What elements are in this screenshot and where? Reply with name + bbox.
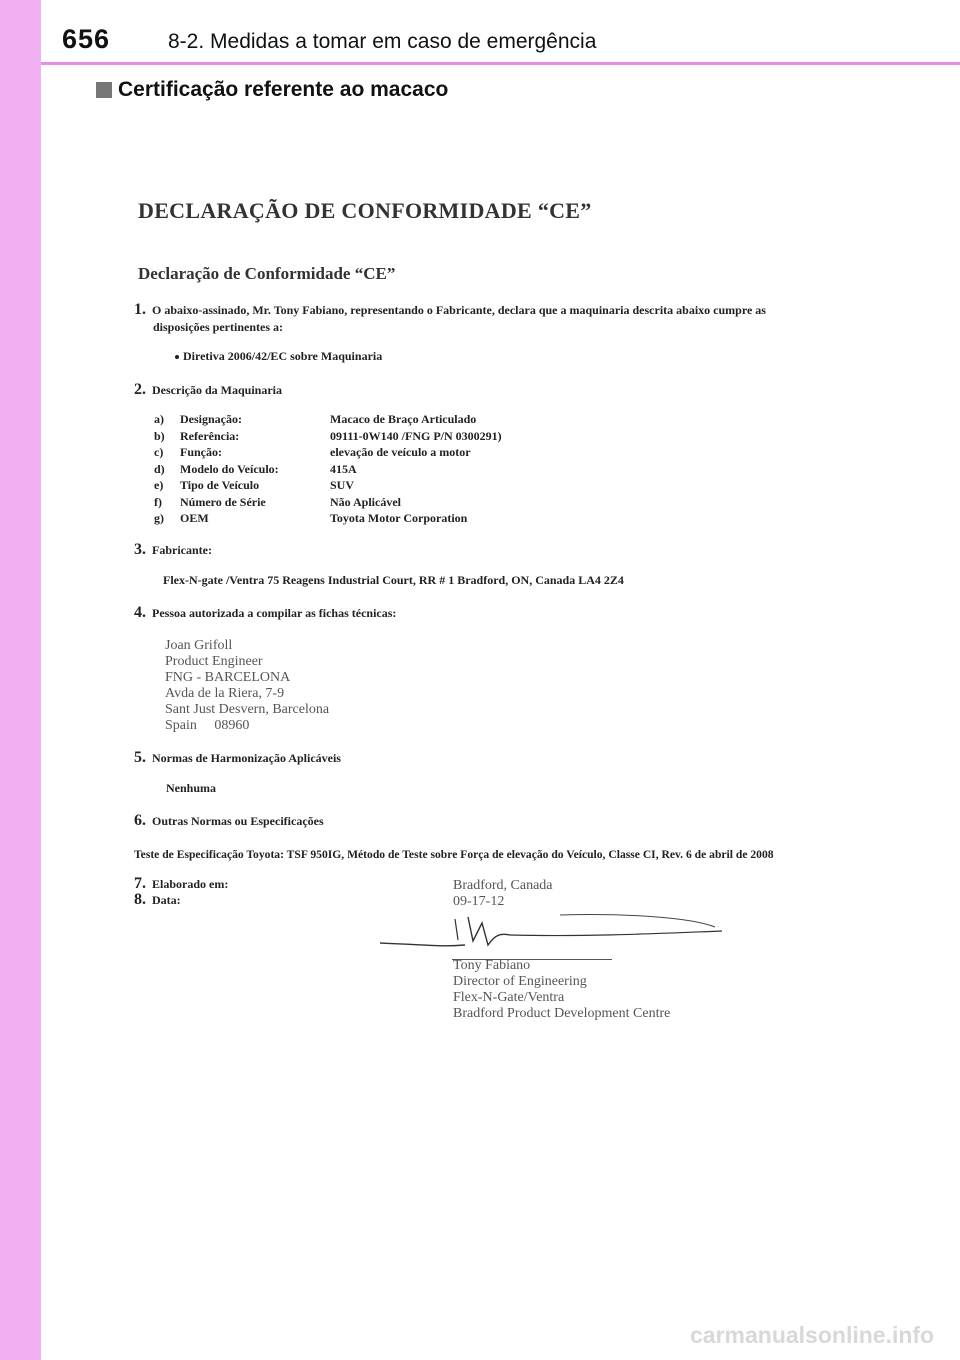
address-line: Joan Grifoll [165, 638, 233, 653]
item-2 [134, 381, 282, 399]
table-row [154, 411, 502, 428]
signatory-line: Director of Engineering [453, 974, 587, 989]
row-label: Tipo de Veículo [180, 478, 260, 492]
row-letter: b) [154, 428, 165, 443]
item-8 [134, 891, 181, 909]
row-letter: g) [154, 511, 164, 525]
row-letter: a) [154, 412, 164, 426]
watermark-text: carmanualsonline.info [690, 1322, 935, 1348]
table-row [154, 494, 502, 511]
row-letter: f) [154, 494, 162, 509]
item-1-text-cont: disposições pertinentes a: [153, 320, 283, 334]
page-number: 656 [62, 24, 111, 54]
item-number: 8. [134, 891, 146, 908]
row-value: Não Aplicável [330, 494, 401, 509]
item-number: 7. [134, 875, 146, 892]
row-label: Designação: [180, 412, 242, 426]
harmonized-norms-value: Nenhuma [166, 781, 217, 795]
handwritten-signature [370, 905, 740, 965]
machinery-spec-table [154, 411, 502, 527]
row-label: Referência: [180, 428, 240, 443]
manufacturer-address: Flex-N-gate /Ventra 75 Reagens Industrial Court, RR # 1 Bradford, ON, Canada LA4 2Z4 [163, 573, 624, 587]
header-rule [41, 62, 960, 65]
table-row [154, 461, 502, 478]
address-line: Avda de la Riera, 7-9 [165, 686, 285, 701]
signatory-block [453, 958, 670, 1022]
item-6-label: Outras Normas ou Especificações [152, 814, 324, 828]
row-value: SUV [330, 478, 355, 492]
address-line: Spain 08960 [165, 718, 250, 733]
row-label: Modelo do Veículo: [180, 461, 279, 476]
directive-bullet [175, 349, 382, 364]
row-letter: c) [154, 445, 164, 459]
chapter-title: 8-2. Medidas a tomar em caso de emergência [168, 30, 597, 53]
item-number: 1. [134, 301, 146, 318]
table-row [154, 428, 502, 445]
row-label: OEM [180, 511, 209, 525]
address-line: Sant Just Desvern, Barcelona [165, 702, 330, 717]
row-value: elevação de veículo a motor [330, 445, 471, 459]
signatory-line: Bradford Product Development Centre [453, 1006, 671, 1021]
item-1 [134, 301, 766, 319]
declaration-subtitle: Declaração de Conformidade “CE” [138, 264, 396, 283]
item-8-label: Data: [152, 893, 181, 907]
address-line: FNG - BARCELONA [165, 670, 291, 685]
item-4 [134, 604, 396, 622]
item-1-text: O abaixo-assinado, Mr. Tony Fabiano, representando o Fabricante, declara que a maquinaria descrita abaixo cumpre as [152, 303, 766, 317]
square-bullet-icon [96, 82, 112, 98]
item-number: 6. [134, 812, 146, 829]
row-value: Toyota Motor Corporation [330, 511, 468, 525]
signatory-line: Flex-N-Gate/Ventra [453, 990, 565, 1005]
item-2-label: Descrição da Maquinaria [152, 383, 282, 397]
item-number: 2. [134, 381, 146, 398]
row-value: 09111-0W140 /FNG P/N 0300291) [330, 428, 502, 443]
declaration-title: DECLARAÇÃO DE CONFORMIDADE “CE” [138, 198, 592, 223]
row-letter: e) [154, 478, 164, 492]
item-6 [134, 812, 324, 830]
row-value: Macaco de Braço Articulado [330, 412, 477, 426]
address-line: Product Engineer [165, 654, 263, 669]
authorized-person-block [165, 638, 329, 734]
item-number: 5. [134, 749, 146, 766]
date-value: 09-17-12 [453, 894, 505, 909]
item-number: 4. [134, 604, 146, 621]
row-letter: d) [154, 461, 165, 476]
directive-text: Diretiva 2006/42/EC sobre Maquinaria [183, 349, 383, 363]
row-label: Função: [180, 445, 222, 459]
row-label: Número de Série [180, 494, 266, 509]
signatory-line: Tony Fabiano [453, 958, 531, 973]
item-3 [134, 541, 212, 559]
table-row [154, 444, 502, 461]
place-value: Bradford, Canada [453, 878, 553, 893]
row-value: 415A [330, 461, 357, 476]
section-heading [96, 78, 448, 102]
other-norms-value: Teste de Especificação Toyota: TSF 950IG, Método de Teste sobre Força de elevação do Veículo, Classe CI, Rev. 6 de abril de 2008 [134, 848, 774, 861]
item-5-label: Normas de Harmonização Aplicáveis [152, 751, 341, 765]
section-heading-text: Certificação referente ao macaco [118, 78, 449, 101]
item-3-label: Fabricante: [152, 543, 212, 557]
bullet-dot-icon [175, 355, 179, 359]
item-4-label: Pessoa autorizada a compilar as fichas técnicas: [152, 606, 397, 620]
table-row [154, 510, 502, 527]
item-number: 3. [134, 541, 146, 558]
side-color-strip [0, 0, 41, 1360]
item-5 [134, 749, 341, 767]
item-7-label: Elaborado em: [152, 877, 229, 891]
table-row [154, 477, 502, 494]
